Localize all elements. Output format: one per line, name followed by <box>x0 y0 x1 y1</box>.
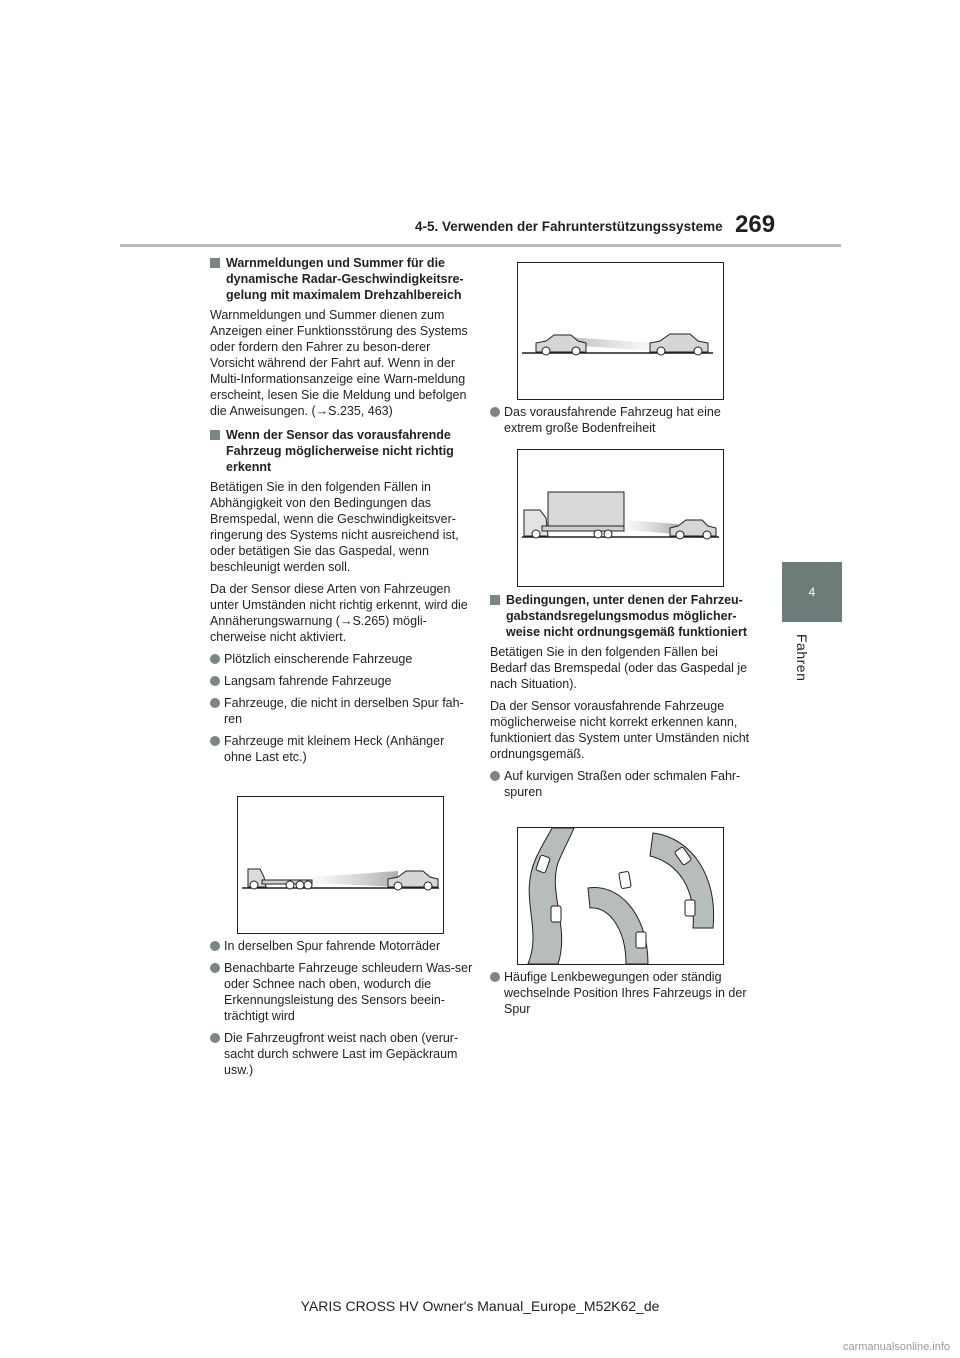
list-item: Fahrzeuge, die nicht in derselben Spur fah-ren <box>210 695 474 727</box>
list-item: Das vorausfahrende Fahrzeug hat eine extrem große Bodenfreiheit <box>490 404 754 436</box>
header-divider <box>120 244 841 247</box>
section-heading: Warnmeldungen und Summer für die dynamische Radar-Geschwindigkeitsre-gelung mit maximalem Drehzahlbereich <box>210 255 474 303</box>
list-item: Plötzlich einscherende Fahrzeuge <box>210 651 474 667</box>
bullet-icon <box>490 972 500 982</box>
illustration-curved-roads <box>517 827 724 965</box>
caption-block <box>490 404 754 442</box>
list-item: Langsam fahrende Fahrzeuge <box>210 673 474 689</box>
bullet-icon <box>210 654 220 664</box>
chapter-label: Fahren <box>794 634 810 682</box>
list-item: Auf kurvigen Straßen oder schmalen Fahr-spuren <box>490 768 754 800</box>
paragraph: Betätigen Sie in den folgenden Fällen in Abhängigkeit von den Bedingungen das Bremspedal, wenn die Geschwindigkeitsver-ringerung des Systems nicht ausreichend ist, oder betätigen Sie das Gaspedal, wenn beschleunigt werden soll. <box>210 480 459 574</box>
section-heading: Bedingungen, unter denen der Fahrzeu-gabstandsregelungsmodus möglicher-weise nicht ordnungsgemäß funktioniert <box>490 592 754 640</box>
list-item: Häufige Lenkbewegungen oder ständig wechselnde Position Ihres Fahrzeugs in der Spur <box>490 969 754 1017</box>
right-column <box>490 592 754 806</box>
list-item: Benachbarte Fahrzeuge schleudern Was-ser oder Schnee nach oben, wodurch die Erkennungsleistung des Sensors beein-trächtigt wird <box>210 960 474 1024</box>
manual-id: YARIS CROSS HV Owner's Manual_Europe_M52K62_de <box>300 1298 660 1314</box>
illustration-truck-ahead <box>517 449 724 587</box>
page-number: 269 <box>735 211 776 238</box>
right-column-lower <box>490 969 754 1023</box>
list-item: Die Fahrzeugfront weist nach oben (verur-sacht durch schwere Last im Gepäckraum usw.) <box>210 1030 474 1078</box>
left-column <box>210 255 474 771</box>
bullet-icon <box>210 736 220 746</box>
left-column-lower <box>210 938 474 1084</box>
list-item: In derselben Spur fahrende Motorräder <box>210 938 474 954</box>
bullet-icon <box>210 1033 220 1043</box>
bullet-icon <box>210 941 220 951</box>
bullet-icon <box>210 676 220 686</box>
paragraph: Betätigen Sie in den folgenden Fällen bei Bedarf das Bremspedal (oder das Gaspedal je nach Situation). <box>490 645 748 691</box>
chapter-number: 4 <box>808 585 816 599</box>
list-item: Fahrzeuge mit kleinem Heck (Anhänger ohne Last etc.) <box>210 733 474 765</box>
illustration-high-clearance-vehicle <box>517 262 724 400</box>
bullet-icon <box>490 771 500 781</box>
bullet-icon <box>490 407 500 417</box>
paragraph: Da der Sensor vorausfahrende Fahrzeuge möglicherweise nicht korrekt erkennen kann, funktioniert das System unter Umständen nicht ordnungsgemäß. <box>490 699 750 761</box>
heading-square-icon <box>210 430 220 440</box>
section-title: 4-5. Verwenden der Fahrunterstützungssysteme <box>415 219 723 234</box>
bullet-icon <box>210 698 220 708</box>
paragraph: Da der Sensor diese Arten von Fahrzeugen unter Umständen nicht richtig erkennt, wird die Annäherungswarnung (→S.265) mögli-cherweise nicht aktiviert. <box>210 582 468 644</box>
watermark: carmanualsonline.info <box>842 1341 950 1353</box>
illustration-empty-trailer <box>237 796 444 934</box>
paragraph: Warnmeldungen und Summer dienen zum Anzeigen einer Funktionsstörung des Systems oder fordern den Fahrer zu beson-derer Vorsicht während der Fahrt auf. Wenn in der Multi-Informationsanzeige eine Warn-meldung erscheint, lesen Sie die Meldung und befolgen die Anweisungen. (→S.235, 463) <box>210 308 468 418</box>
heading-square-icon <box>490 595 500 605</box>
heading-square-icon <box>210 258 220 268</box>
bullet-icon <box>210 963 220 973</box>
section-heading: Wenn der Sensor das vorausfahrende Fahrzeug möglicherweise nicht richtig erkennt <box>210 427 474 475</box>
